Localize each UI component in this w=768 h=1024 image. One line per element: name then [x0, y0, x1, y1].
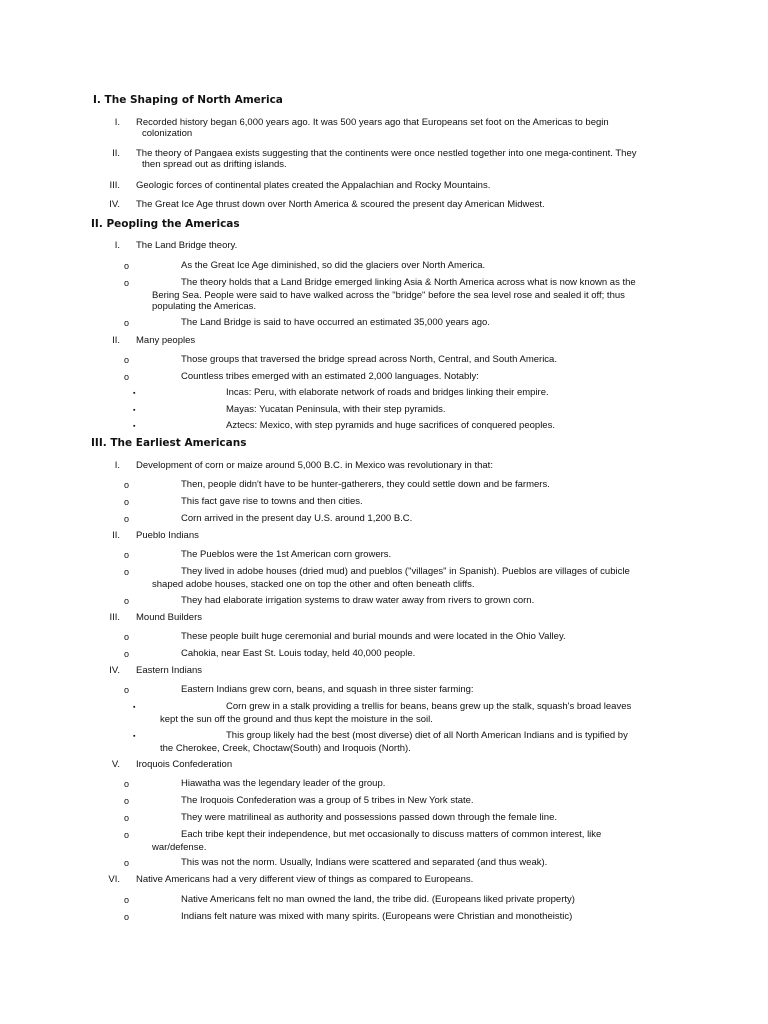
item-text: Incas: Peru, with elaborate network of roads and bridges linking their empire.	[226, 387, 549, 398]
circle-bullet: o	[124, 895, 130, 905]
circle-bullet: o	[124, 318, 130, 328]
circle-bullet: o	[124, 550, 130, 560]
circle-bullet: o	[124, 830, 130, 840]
item-text: They were matrilineal as authority and possessions passed down through the female line.	[181, 812, 557, 823]
circle-bullet: o	[124, 372, 130, 382]
item-text: Cahokia, near East St. Louis today, held 40,000 people.	[181, 648, 416, 659]
section-heading: I. The Shaping of North America	[93, 94, 283, 106]
item-text: This group likely had the best (most diverse) diet of all North American Indians and is typified by	[226, 730, 628, 741]
item-text: The Land Bridge theory.	[136, 240, 238, 251]
item-text: The theory holds that a Land Bridge emerged linking Asia & North America across what is now known as the	[181, 277, 636, 288]
item-number: II.	[112, 530, 120, 541]
item-number: III.	[109, 180, 120, 191]
item-text: Each tribe kept their independence, but met occasionally to discuss matters of common interest, like	[181, 829, 602, 840]
circle-bullet: o	[124, 796, 130, 806]
item-text: The Great Ice Age thrust down over North America & scoured the present day American Midwest.	[136, 199, 545, 210]
item-text: They had elaborate irrigation systems to draw water away from rivers to grown corn.	[181, 595, 535, 606]
circle-bullet: o	[124, 596, 130, 606]
circle-bullet: o	[124, 813, 130, 823]
item-text: As the Great Ice Age diminished, so did the glaciers over North America.	[181, 260, 486, 271]
section-heading: II. Peopling the Americas	[91, 218, 240, 230]
circle-bullet: o	[124, 497, 130, 507]
item-text: Indians felt nature was mixed with many spirits. (Europeans were Christian and monotheistic)	[181, 911, 573, 922]
item-text: Mound Builders	[136, 612, 203, 623]
item-text: Those groups that traversed the bridge spread across North, Central, and South America.	[181, 354, 557, 365]
item-text: Iroquois Confederation	[136, 759, 233, 770]
circle-bullet: o	[124, 912, 130, 922]
item-number: II.	[112, 148, 120, 159]
item-number: VI.	[108, 874, 120, 885]
item-number: IV.	[109, 665, 120, 676]
circle-bullet: o	[124, 480, 130, 490]
item-text: Development of corn or maize around 5,000 B.C. in Mexico was revolutionary in that:	[136, 460, 493, 471]
square-bullet: ▪	[133, 423, 136, 430]
item-text: Recorded history began 6,000 years ago. It was 500 years ago that Europeans set foot on the Americas to begin	[136, 117, 609, 128]
item-text: Pueblo Indians	[136, 530, 199, 541]
item-text: Then, people didn't have to be hunter-gatherers, they could settle down and be farmers.	[181, 479, 550, 490]
item-text: Corn arrived in the present day U.S. around 1,200 B.C.	[181, 513, 413, 524]
item-number: III.	[109, 612, 120, 623]
item-text: The Land Bridge is said to have occurred an estimated 35,000 years ago.	[181, 317, 490, 328]
item-text: The Iroquois Confederation was a group of 5 tribes in New York state.	[181, 795, 474, 806]
circle-bullet: o	[124, 278, 130, 288]
item-text: populating the Americas.	[152, 301, 257, 312]
circle-bullet: o	[124, 355, 130, 365]
item-number: I.	[114, 117, 120, 128]
item-number: IV.	[109, 199, 120, 210]
item-text: This fact gave rise to towns and then cities.	[181, 496, 363, 507]
square-bullet: ▪	[133, 390, 136, 397]
item-text: Eastern Indians grew corn, beans, and squash in three sister farming:	[181, 684, 474, 695]
item-text: Many peoples	[136, 335, 196, 346]
item-text: the Cherokee, Creek, Choctaw(South) and Iroquois (North).	[160, 743, 411, 754]
circle-bullet: o	[124, 649, 130, 659]
item-text: then spread out as drifting islands.	[142, 159, 287, 170]
item-text: shaped adobe houses, stacked one on top the other and often beneath cliffs.	[152, 579, 475, 590]
item-number: I.	[114, 460, 120, 471]
circle-bullet: o	[124, 514, 130, 524]
item-number: V.	[111, 759, 120, 770]
item-text: war/defense.	[152, 842, 207, 853]
item-text: Countless tribes emerged with an estimated 2,000 languages. Notably:	[181, 371, 479, 382]
item-text: This was not the norm. Usually, Indians were scattered and separated (and thus weak).	[181, 857, 548, 868]
circle-bullet: o	[124, 632, 130, 642]
circle-bullet: o	[124, 261, 130, 271]
circle-bullet: o	[124, 567, 130, 577]
item-text: They lived in adobe houses (dried mud) and pueblos ("villages" in Spanish). Pueblos are villages of cubicle	[181, 566, 630, 577]
item-text: Aztecs: Mexico, with step pyramids and huge sacrifices of conquered peoples.	[226, 420, 555, 431]
circle-bullet: o	[124, 858, 130, 868]
item-number: II.	[112, 335, 120, 346]
item-text: Corn grew in a stalk providing a trellis for beans, beans grew up the stalk, squash's broad leaves	[226, 701, 632, 712]
item-text: Hiawatha was the legendary leader of the group.	[181, 778, 386, 789]
item-text: The Pueblos were the 1st American corn growers.	[181, 549, 392, 560]
circle-bullet: o	[124, 685, 130, 695]
item-text: Native Americans had a very different view of things as compared to Europeans.	[136, 874, 474, 885]
item-text: Bering Sea. People were said to have walked across the "bridge" before the sea level rose and sealed it off; thus	[152, 290, 625, 301]
item-text: kept the sun off the ground and thus kept the moisture in the soil.	[160, 714, 433, 725]
item-text: Native Americans felt no man owned the land, the tribe did. (Europeans liked private property)	[181, 894, 575, 905]
item-text: Geologic forces of continental plates created the Appalachian and Rocky Mountains.	[136, 180, 491, 191]
item-text: The theory of Pangaea exists suggesting that the continents were once nestled together into one mega-continent. They	[136, 148, 637, 159]
square-bullet: ▪	[133, 733, 136, 740]
square-bullet: ▪	[133, 704, 136, 711]
square-bullet: ▪	[133, 407, 136, 414]
item-text: colonization	[142, 128, 193, 139]
item-text: Mayas: Yucatan Peninsula, with their step pyramids.	[226, 404, 446, 415]
section-heading: III. The Earliest Americans	[91, 437, 247, 449]
item-number: I.	[114, 240, 120, 251]
item-text: Eastern Indians	[136, 665, 203, 676]
circle-bullet: o	[124, 779, 130, 789]
item-text: These people built huge ceremonial and burial mounds and were located in the Ohio Valley.	[181, 631, 566, 642]
